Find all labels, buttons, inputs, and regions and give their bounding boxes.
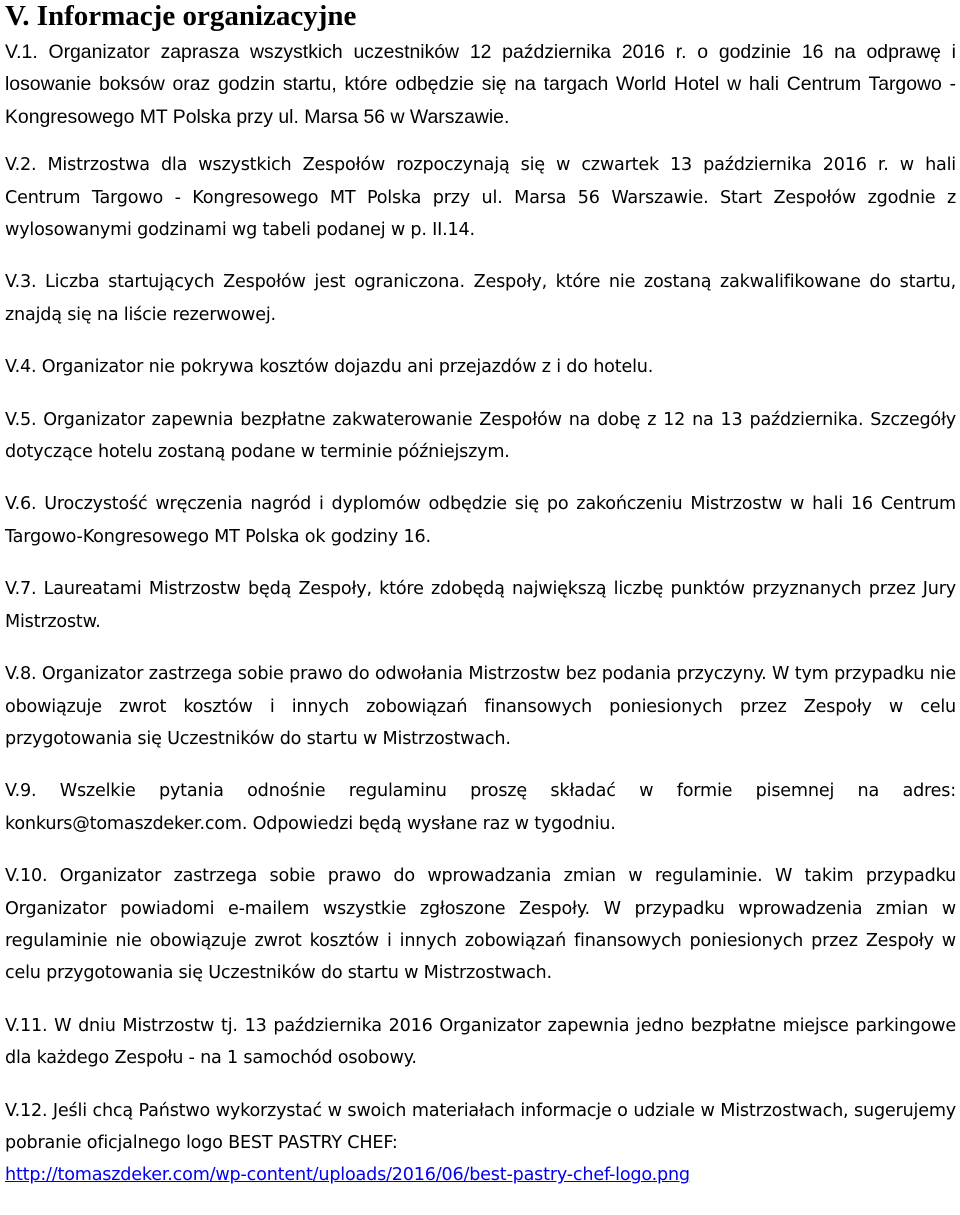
paragraph-v10: V.10. Organizator zastrzega sobie prawo do wprowadzania zmian w regulaminie. W takim przypadku Organizator powiadomi e-mailem wszystkie zgłoszone Zespoły. W przypadku wprowadzenia zmian w regulaminie nie obowiązuje zwrot kosztów i innych zobowiązań finansowych poniesionych przez Zespoły w celu przygotowania się Uczestników do startu w Mistrzostwach. xyxy=(5,866,956,984)
paragraph-v6: V.6. Uroczystość wręczenia nagród i dyplomów odbędzie się po zakończeniu Mistrzostw w hali 16 Centrum Targowo-Kongresowego MT Polska ok godziny 16. xyxy=(5,494,956,547)
section-heading: V. Informacje organizacyjne xyxy=(5,0,357,32)
paragraph-v12-text: V.12. Jeśli chcą Państwo wykorzystać w swoich materiałach informacje o udziale w Mistrzostwach, sugerujemy pobranie oficjalnego logo BEST PASTRY CHEF: xyxy=(5,1100,956,1153)
paragraph-v8: V.8. Organizator zastrzega sobie prawo do odwołania Mistrzostw bez podania przyczyny. W tym przypadku nie obowiązuje zwrot kosztów i innych zobowiązań finansowych poniesionych przez Zespoły w celu przygotowania się Uczestników do startu w Mistrzostwach. xyxy=(5,664,956,749)
paragraph-v2: V.2. Mistrzostwa dla wszystkich Zespołów rozpoczynają się w czwartek 13 października 2016 r. w hali Centrum Targowo - Kongresowego MT Polska przy ul. Marsa 56 Warszawie. Start Zespołów zgodnie z wylosowanymi godzinami wg tabeli podanej w p. II.14. xyxy=(5,155,956,241)
paragraph-v1: V.1. Organizator zaprasza wszystkich uczestników 12 października 2016 r. o godzinie 16 na odprawę i losowanie boksów oraz godzin startu, które odbędzie się na targach World Hotel w hali Centrum Targowo - Kongresowego MT Polska przy ul. Marsa 56 w Warszawie. xyxy=(5,41,956,128)
paragraph-v3: V.3. Liczba startujących Zespołów jest ograniczona. Zespoły, które nie zostaną zakwalifikowane do startu, znajdą się na liście rezerwowej. xyxy=(5,272,956,325)
paragraph-v11: V.11. W dniu Mistrzostw tj. 13 października 2016 Organizator zapewnia jedno bezpłatne miejsce parkingowe dla każdego Zespołu - na 1 samochód osobowy. xyxy=(5,1015,956,1069)
paragraph-v5: V.5. Organizator zapewnia bezpłatne zakwaterowanie Zespołów na dobę z 12 na 13 października. Szczegóły dotyczące hotelu zostaną podane w terminie późniejszym. xyxy=(5,409,956,463)
paragraph-v7: V.7. Laureatami Mistrzostw będą Zespoły, które zdobędą największą liczbę punktów przyznanych przez Jury Mistrzostw. xyxy=(5,579,956,632)
logo-download-link[interactable]: http://tomaszdeker.com/wp-content/uploads/2016/06/best-pastry-chef-logo.png xyxy=(5,1165,690,1186)
paragraph-v12 xyxy=(5,1095,956,1192)
paragraph-v9: V.9. Wszelkie pytania odnośnie regulaminu proszę składać w formie pisemnej na adres: konkurs@tomaszdeker.com. Odpowiedzi będą wysłane raz w tygodniu. xyxy=(5,781,956,834)
paragraph-v4: V.4. Organizator nie pokrywa kosztów dojazdu ani przejazdów z i do hotelu. xyxy=(5,357,654,378)
